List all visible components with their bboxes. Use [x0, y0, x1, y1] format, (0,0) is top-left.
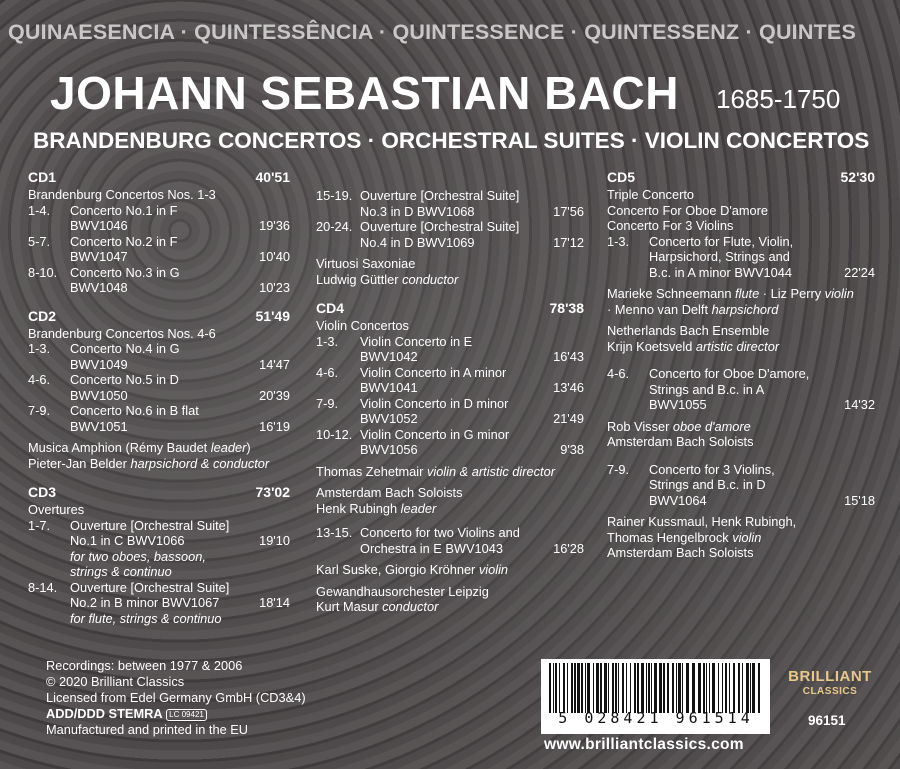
barcode-bar — [563, 663, 565, 713]
track-duration: 10'40 — [259, 249, 290, 264]
track-note: strings & continuo — [70, 564, 172, 579]
cd5-ensemble3: Amsterdam Bach Soloists — [607, 545, 754, 560]
cd5-soloists — [607, 286, 875, 302]
cd5-violinists: Rainer Kussmaul, Henk Rubingh, — [607, 514, 797, 529]
barcode-bar — [712, 663, 715, 713]
track — [28, 580, 290, 627]
track-catalog: No.4 in D BWV1069 — [360, 234, 475, 250]
tagline: QUINAESENCIA · QUINTESSÊNCIA · QUINTESSENCE · QUINTESSENZ · QUINTES — [8, 20, 856, 44]
director-name: Krijn Koetsveld — [607, 338, 696, 354]
track-title: Violin Concerto in A minor — [360, 364, 507, 380]
oboist-name: Rob Visser — [607, 418, 673, 434]
barcode-bar — [581, 663, 583, 713]
track — [316, 525, 584, 556]
track-title: Concerto for Flute, Violin, — [649, 233, 794, 249]
barcode-bar — [738, 663, 740, 713]
barcode-bar — [663, 663, 665, 713]
cd1-header — [28, 170, 290, 187]
track — [28, 518, 290, 580]
composer-name: JOHANN SEBASTIAN BACH — [50, 67, 679, 119]
track-duration: 9'38 — [560, 442, 584, 457]
barcode-bar — [648, 663, 650, 713]
cd1-title: CD1 — [28, 169, 57, 185]
barcode-bar — [752, 663, 755, 713]
barcode-bar — [758, 663, 760, 713]
barcode-bar — [729, 663, 730, 713]
barcode-bar — [615, 663, 617, 713]
conductor-role: conductor — [382, 599, 439, 614]
cd5-violinists — [607, 530, 875, 546]
track — [316, 396, 584, 427]
track-catalog: BWV1042 — [360, 349, 418, 364]
track-duration: 14'32 — [844, 397, 875, 412]
conductor-name: Kurt Masur — [316, 599, 383, 614]
track-catalog: BWV1050 — [70, 387, 128, 403]
barcode-bar — [587, 663, 590, 713]
track-number: 4-6. — [607, 366, 630, 381]
cd2-duration: 51'49 — [255, 307, 290, 324]
soloist-name: Thomas Zehetmair — [316, 463, 427, 479]
barcode-bar — [692, 663, 695, 713]
barcode-bar — [750, 663, 751, 713]
track-title: Strings and B.c. in D — [649, 477, 766, 492]
barcode — [541, 659, 770, 734]
track-catalog: BWV1056 — [360, 442, 418, 457]
column-2 — [316, 188, 584, 615]
track-number: 1-3. — [28, 341, 51, 356]
track-duration: 21'49 — [553, 411, 584, 426]
barcode-digits: 5 028421 961514 — [558, 709, 754, 727]
barcode-bar — [637, 663, 639, 713]
cd5-header — [607, 170, 875, 187]
barcode-bars — [549, 663, 762, 713]
barcode-bar — [549, 663, 551, 713]
cd5-ensemble2: Amsterdam Bach Soloists — [607, 434, 754, 449]
barcode-bar — [571, 663, 573, 713]
barcode-bar — [600, 663, 602, 713]
credits — [46, 658, 306, 738]
violinist-name: Thomas Hengelbrock — [607, 529, 733, 545]
cd2-ensemble — [28, 440, 290, 456]
track-title: Ouverture [Orchestral Suite] — [360, 188, 520, 203]
track-title: Concerto for 3 Violins, — [649, 461, 775, 477]
cd4-header — [316, 301, 584, 318]
cd3-title: CD3 — [28, 484, 57, 500]
soloists-names: Karl Suske, Giorgio Kröhner — [316, 562, 479, 577]
album-subtitle: BRANDENBURG CONCERTOS · ORCHESTRAL SUITES · VIOLIN CONCERTOS — [33, 128, 870, 153]
soloist-role: flute — [735, 286, 760, 301]
cd5-group: Concerto For Oboe D'amore — [607, 202, 769, 218]
barcode-bar — [654, 663, 657, 713]
track-title: Concerto No.2 in F — [70, 233, 178, 249]
track-number: 1-3. — [607, 233, 630, 249]
track-duration: 22'24 — [844, 264, 875, 280]
cd4-leader — [316, 501, 584, 517]
barcode-bar — [703, 663, 705, 713]
conductor-name: Pieter-Jan Belder — [28, 455, 131, 471]
column-1 — [28, 170, 290, 626]
cd3-group: Overtures — [28, 502, 85, 517]
track-catalog-row — [70, 533, 290, 549]
barcode-bar — [630, 663, 631, 713]
violinist-role: violin — [732, 529, 762, 545]
barcode-bar — [618, 663, 619, 713]
cd4-group: Violin Concertos — [316, 318, 409, 333]
track-duration: 13'46 — [553, 380, 584, 395]
track — [316, 334, 584, 365]
credits-license: Licensed from Edel Germany GmbH (CD3&4) — [46, 690, 306, 705]
catalog-number: 96151 — [808, 713, 846, 728]
track-title: Concerto for two Violins and — [360, 525, 520, 540]
track-catalog: BWV1047 — [70, 249, 128, 264]
barcode-bar — [553, 663, 554, 713]
soloist-role: harpsichord — [711, 301, 779, 317]
track — [607, 234, 875, 281]
cd1-duration: 40'51 — [255, 169, 290, 185]
track-catalog: BWV1052 — [360, 411, 418, 426]
cd3-conductor — [316, 272, 584, 288]
track-number: 10-12. — [316, 426, 353, 442]
barcode-bar — [682, 663, 683, 713]
stemra-text: ADD/DDD STEMRA — [46, 706, 163, 721]
cd5-title: CD5 — [607, 169, 636, 185]
paren-close: ) — [246, 440, 251, 455]
cd4-ensemble: Amsterdam Bach Soloists — [316, 485, 463, 500]
track-duration: 18'14 — [259, 595, 290, 610]
barcode-bar — [678, 663, 681, 713]
track-number: 7-9. — [316, 395, 339, 411]
track-catalog: BWV1055 — [649, 397, 707, 412]
barcode-bar — [646, 663, 647, 713]
barcode-bar — [667, 663, 669, 713]
track-number: 8-10. — [28, 264, 58, 280]
label-code-badge: LC 09421 — [166, 709, 207, 721]
cd4-soloist — [316, 464, 584, 480]
track-title: Concerto No.4 in G — [70, 341, 180, 356]
barcode-bar — [672, 663, 674, 713]
track — [316, 219, 584, 250]
barcode-bar — [622, 663, 624, 713]
barcode-bar — [608, 663, 609, 713]
cd2-title: CD2 — [28, 307, 57, 324]
credits-copyright: © 2020 Brilliant Classics — [46, 674, 185, 689]
barcode-bar — [596, 663, 599, 713]
cd1-group: Brandenburg Concertos Nos. 1-3 — [28, 187, 216, 202]
track — [28, 403, 290, 434]
column-3 — [607, 170, 875, 561]
cd3-duration: 73'02 — [255, 484, 290, 500]
barcode-bar — [567, 663, 568, 713]
track-catalog: BWV1048 — [70, 280, 128, 295]
barcode-bar — [585, 663, 586, 713]
track-title: Ouverture [Orchestral Suite] — [360, 219, 520, 234]
soloist-name: Marieke Schneemann — [607, 286, 736, 301]
oboist-role: oboe d'amore — [672, 418, 751, 434]
cd2-header — [28, 309, 290, 326]
leader-role: leader — [210, 440, 247, 455]
track-number: 1-3. — [316, 333, 339, 349]
track-title: Concerto No.3 in G — [70, 264, 180, 280]
cd5-director — [607, 339, 875, 355]
track-duration: 16'19 — [259, 418, 290, 434]
barcode-bar — [593, 663, 594, 713]
barcode-bar — [612, 663, 614, 713]
barcode-bar — [626, 663, 627, 713]
track — [28, 341, 290, 372]
barcode-bar — [698, 663, 701, 713]
cd2-conductor — [28, 456, 290, 472]
barcode-bar — [659, 663, 662, 713]
track-duration: 10'23 — [259, 280, 290, 295]
track-catalog: No.3 in D BWV1068 — [360, 203, 475, 219]
barcode-bar — [706, 663, 707, 713]
track — [607, 366, 875, 413]
cd4-soloists2 — [316, 562, 584, 578]
credits-recordings: Recordings: between 1977 & 2006 — [46, 658, 243, 673]
track — [28, 372, 290, 403]
barcode-bar — [709, 663, 710, 713]
barcode-bar — [555, 663, 557, 713]
track-duration: 20'39 — [259, 387, 290, 403]
cd3-header — [28, 485, 290, 502]
track-catalog-row — [70, 595, 290, 611]
track-duration: 16'43 — [553, 349, 584, 364]
soloist-role: violin & artistic director — [426, 463, 555, 479]
barcode-bar — [733, 663, 735, 713]
track-duration: 14'47 — [259, 356, 290, 372]
track-number: 20-24. — [316, 219, 353, 234]
track-title: Ouverture [Orchestral Suite] — [70, 517, 230, 533]
track — [316, 365, 584, 396]
track-note: for flute, strings & continuo — [70, 610, 222, 626]
soloist-role: violin — [824, 286, 854, 301]
track-duration: 17'12 — [553, 234, 584, 250]
cd5-ensemble1: Netherlands Bach Ensemble — [607, 323, 770, 338]
soloists-role: violin — [478, 562, 509, 577]
track-number: 13-15. — [316, 525, 353, 540]
track-title: Ouverture [Orchestral Suite] — [70, 579, 230, 595]
cd4-ensemble2: Gewandhausorchester Leipzig — [316, 583, 489, 599]
track — [28, 265, 290, 296]
track-catalog: BWV1041 — [360, 380, 418, 395]
track-catalog: Orchestra in E BWV1043 — [360, 540, 503, 556]
barcode-bar — [718, 663, 719, 713]
track-title: Violin Concerto in D minor — [360, 395, 509, 411]
track-number: 1-4. — [28, 202, 51, 218]
barcode-bar — [746, 663, 749, 713]
track-note: for two oboes, bassoon, — [70, 548, 206, 564]
logo-line2: CLASSICS — [802, 686, 858, 697]
cd5-group: Concerto For 3 Violins — [607, 218, 734, 233]
cd3-ensemble: Virtuosi Saxoniae — [316, 256, 416, 271]
track-catalog: B.c. in A minor BWV1044 — [649, 264, 792, 280]
track-number: 4-6. — [316, 364, 339, 380]
composer-dates: 1685-1750 — [716, 84, 841, 114]
cd5-soloists — [607, 302, 875, 318]
cd5-duration: 52'30 — [840, 169, 875, 185]
track — [316, 188, 584, 219]
leader-name: (Rémy Baudet — [121, 440, 211, 455]
logo-line1: BRILLIANT — [788, 668, 872, 685]
track-number: 7-9. — [607, 461, 630, 477]
credits-manufactured: Manufactured and printed in the EU — [46, 722, 249, 737]
conductor-role: harpsichord & conductor — [130, 455, 270, 471]
track — [28, 203, 290, 234]
barcode-bar — [604, 663, 607, 713]
track-number: 7-9. — [28, 403, 51, 418]
track-duration: 16'28 — [553, 540, 584, 556]
ensemble-name: Musica Amphion — [28, 440, 122, 455]
barcode-bar — [725, 663, 727, 713]
soloist-name: · Liz Perry — [759, 286, 825, 301]
track-duration: 17'56 — [553, 203, 584, 219]
barcode-bar — [742, 663, 743, 713]
track — [28, 234, 290, 265]
track-catalog: BWV1049 — [70, 356, 128, 372]
barcode-bar — [634, 663, 636, 713]
track-duration: 19'10 — [259, 533, 290, 548]
track-catalog: No.2 in B minor BWV1067 — [70, 595, 220, 610]
barcode-bar — [686, 663, 689, 713]
label-code: 09421 — [181, 710, 204, 719]
leader-role: leader — [400, 500, 437, 516]
track-number: 4-6. — [28, 372, 51, 387]
track-title: Violin Concerto in G minor — [360, 426, 510, 442]
track-number: 8-14. — [28, 579, 58, 595]
track-number: 1-7. — [28, 517, 51, 533]
cd4-duration: 78'38 — [549, 300, 584, 316]
conductor-role: conductor — [402, 271, 459, 287]
cd5-oboist — [607, 419, 875, 435]
track-catalog: BWV1064 — [649, 492, 707, 508]
track — [316, 427, 584, 458]
cd5-group: Triple Concerto — [607, 187, 695, 202]
conductor-name: Ludwig Güttler — [316, 271, 403, 287]
track-number: 15-19. — [316, 188, 353, 203]
barcode-bar — [574, 663, 576, 713]
brilliant-classics-logo — [780, 664, 880, 704]
track-duration: 19'36 — [259, 218, 290, 233]
track-title: Harpsichord, Strings and — [649, 249, 790, 264]
barcode-bar — [577, 663, 580, 713]
credits-stemra — [46, 706, 306, 722]
track-catalog: BWV1046 — [70, 218, 128, 233]
website-link[interactable]: www.brilliantclassics.com — [544, 736, 744, 753]
track-number: 5-7. — [28, 233, 51, 249]
cd4-conductor — [316, 599, 584, 615]
cd2-group: Brandenburg Concertos Nos. 4-6 — [28, 325, 216, 341]
barcode-bar — [641, 663, 644, 713]
barcode-bar — [722, 663, 723, 713]
track-title: Concerto for Oboe D'amore, — [649, 366, 810, 381]
track-title: Concerto No.6 in B flat — [70, 403, 199, 418]
track-title: Strings and B.c. in A — [649, 381, 765, 397]
leader-name: Henk Rubingh — [316, 500, 401, 516]
barcode-bar — [651, 663, 652, 713]
director-role: artistic director — [695, 338, 780, 354]
barcode-bar — [676, 663, 677, 713]
track — [607, 462, 875, 509]
track-title: Concerto No.1 in F — [70, 202, 178, 218]
track-catalog: No.1 in C BWV1066 — [70, 533, 185, 548]
soloist-name: · Menno van Delft — [607, 301, 712, 317]
cd4-title: CD4 — [316, 300, 345, 316]
track-title: Violin Concerto in E — [360, 333, 473, 349]
track-duration: 15'18 — [844, 492, 875, 508]
barcode-bar — [559, 663, 560, 713]
track-title: Concerto No.5 in D — [70, 372, 179, 387]
track-catalog: BWV1051 — [70, 418, 128, 434]
